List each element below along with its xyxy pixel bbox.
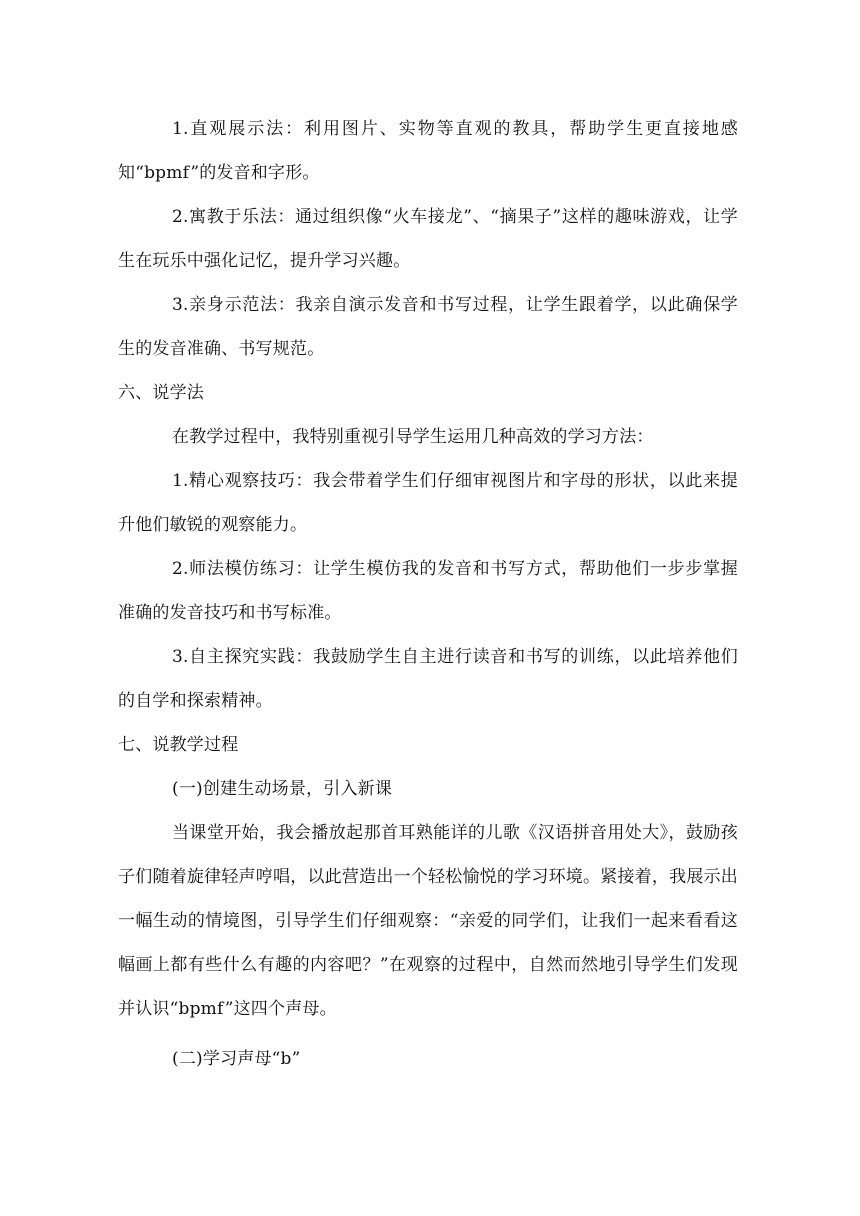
learning-paragraph-2: 2.师法模仿练习：让学生模仿我的发音和书写方式，帮助他们一步步掌握准确的发音技巧和书写标准。 bbox=[118, 559, 738, 623]
learning-paragraph-1: 1.精心观察技巧：我会带着学生们仔细审视图片和字母的形状，以此来提升他们敏锐的观察能力。 bbox=[118, 471, 738, 535]
learning-intro-paragraph: 在教学过程中，我特别重视引导学生运用几种高效的学习方法： bbox=[172, 427, 654, 447]
section-heading-learning-methods: 六、说学法 bbox=[118, 383, 204, 403]
learning-paragraph-3: 3.自主探究实践：我鼓励学生自主进行读音和书写的训练，以此培养他们的自学和探索精神。 bbox=[118, 647, 738, 711]
method-paragraph-1: 1.直观展示法：利用图片、实物等直观的教具，帮助学生更直接地感知“bpmf”的发音和字形。 bbox=[118, 119, 738, 183]
subheading-learn-b: (二)学习声母“b” bbox=[172, 1049, 301, 1069]
method-paragraph-2: 2.寓教于乐法：通过组织像“火车接龙”、“摘果子”这样的趣味游戏，让学生在玩乐中强化记忆，提升学习兴趣。 bbox=[118, 207, 738, 271]
subheading-create-scene: (一)创建生动场景，引入新课 bbox=[172, 779, 393, 799]
document-body bbox=[118, 107, 738, 1081]
method-paragraph-3: 3.亲身示范法：我亲自演示发音和书写过程，让学生跟着学，以此确保学生的发音准确、书写规范。 bbox=[118, 295, 738, 359]
section-heading-teaching-process: 七、说教学过程 bbox=[118, 735, 239, 755]
teaching-process-paragraph: 当课堂开始，我会播放起那首耳熟能详的儿歌《汉语拼音用处大》，鼓励孩子们随着旋律轻声哼唱，以此营造出一个轻松愉悦的学习环境。紧接着，我展示出一幅生动的情境图，引导学生们仔细观察：“亲爱的同学们，让我们一起来看看这幅画上都有些什么有趣的内容吧？”在观察的过程中，自然而然地引导学生们发现并认识“bpmf”这四个声母。 bbox=[118, 823, 738, 1019]
